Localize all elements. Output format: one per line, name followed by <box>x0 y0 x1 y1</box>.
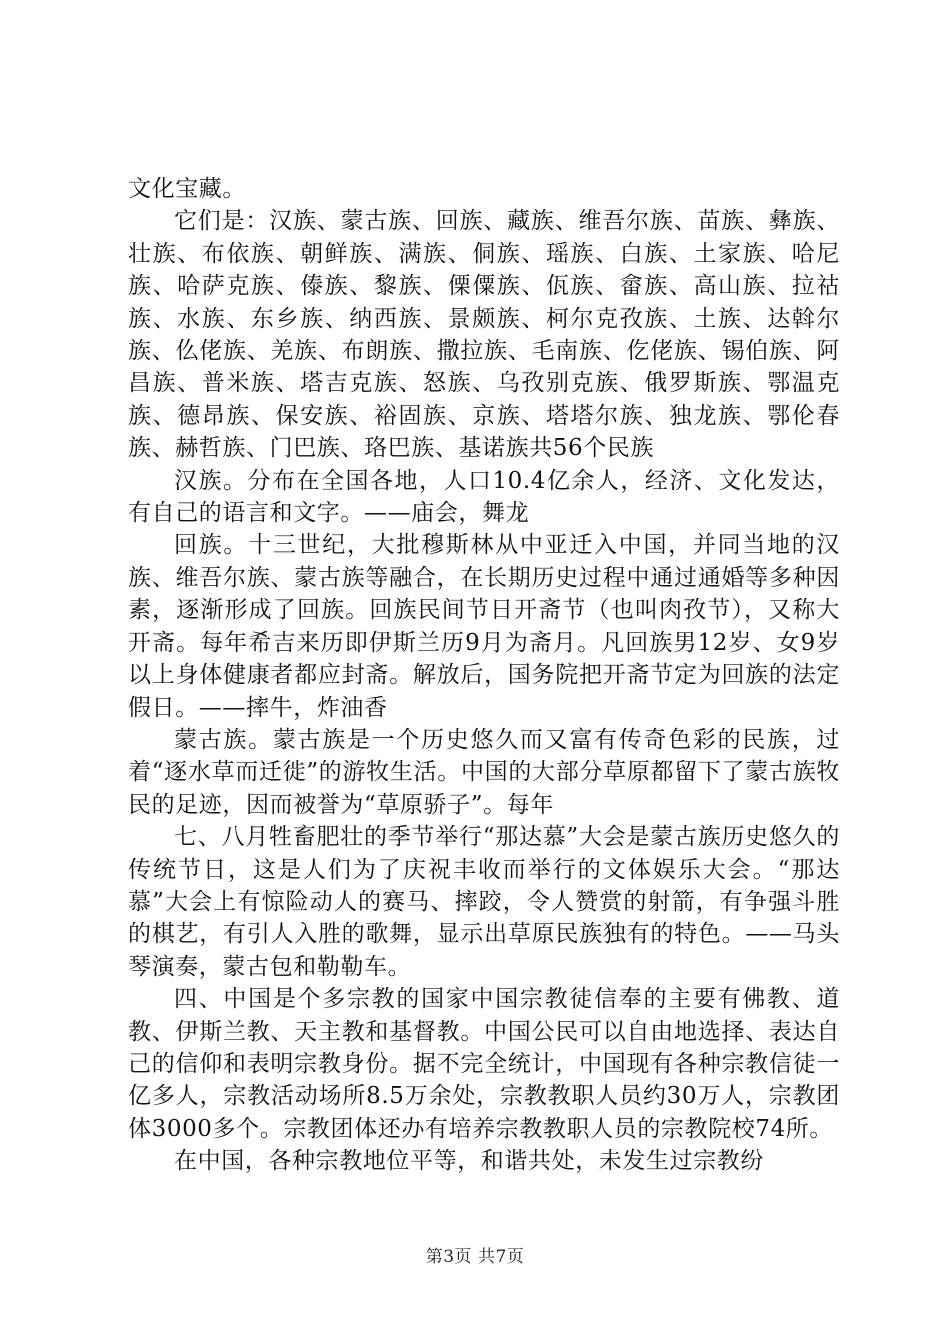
paragraph-religion-equality: 在中国，各种宗教地位平等，和谐共处，未发生过宗教纷 <box>174 1148 764 1175</box>
page-number-footer: 第3页 共7页 <box>425 1247 525 1267</box>
paragraph-hui: 回族。十三世纪，大批穆斯林从中亚迁入中国，并同当地的汉族、维吾尔族、蒙古族等融合，在长期历史过程中通过通婚等多种因素，逐渐形成了回族。回族民间节日开斋节（也叫肉孜节），又称大开斋。每年希吉来历即伊斯兰历9月为斋月。凡回族男12岁、女9岁以上身体健康者都应封斋。解放后，国务院把开斋节定为回族的法定假日。——摔牛，炸油香 <box>128 532 840 721</box>
paragraph-ethnic-list: 它们是：汉族、蒙古族、回族、藏族、维吾尔族、苗族、彝族、壮族、布依族、朝鲜族、满族、侗族、瑶族、白族、土家族、哈尼族、哈萨克族、傣族、黎族、傈僳族、佤族、畲族、高山族、拉祜族、水族、东乡族、纳西族、景颇族、柯尔克孜族、土族、达斡尔族、仫佬族、羌族、布朗族、撒拉族、毛南族、仡佬族、锡伯族、阿昌族、普米族、塔吉克族、怒族、乌孜别克族、俄罗斯族、鄂温克族、德昂族、保安族、裕固族、京族、塔塔尔族、独龙族、鄂伦春族、赫哲族、门巴族、珞巴族、基诺族共56个民族 <box>128 208 840 462</box>
paragraph-mongol: 蒙古族。蒙古族是一个历史悠久而又富有传奇色彩的民族，过着“逐水草而迁徙”的游牧生活。中国的大部分草原都留下了蒙古族牧民的足迹，因而被誉为“草原骄子”。每年 <box>128 726 840 818</box>
paragraph-religion: 四、中国是个多宗教的国家中国宗教徒信奉的主要有佛教、道教、伊斯兰教、天主教和基督教。中国公民可以自由地选择、表达自己的信仰和表明宗教身份。据不完全统计，中国现有各种宗教信徒一亿多人，宗教活动场所8.5万余处，宗教教职人员约30万人，宗教团体3000多个。宗教团体还办有培养宗教教职人员的宗教院校74所。 <box>128 986 840 1142</box>
paragraph-naadam: 七、八月牲畜肥壮的季节举行“那达慕”大会是蒙古族历史悠久的传统节日，这是人们为了庆祝丰收而举行的文体娱乐大会。“那达慕”大会上有惊险动人的赛马、摔跤，令人赞赏的射箭，有争强斗胜的棋艺，有引人入胜的歌舞，显示出草原民族独有的特色。——马头琴演奏，蒙古包和勒勒车。 <box>128 824 840 980</box>
paragraph-han: 汉族。分布在全国各地，人口10.4亿余人，经济、文化发达，有自己的语言和文字。——庙会，舞龙 <box>128 467 840 527</box>
document-body <box>128 173 840 1178</box>
paragraph-continuation: 文化宝藏。 <box>128 176 246 202</box>
